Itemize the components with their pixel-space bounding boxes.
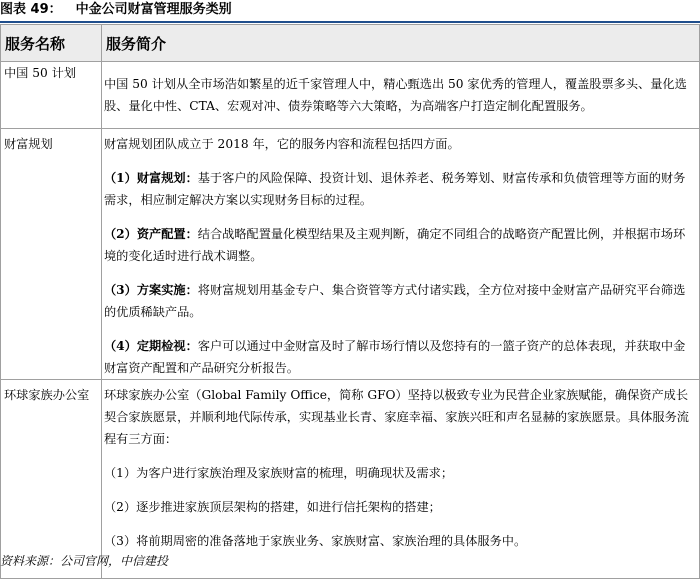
- item-label: （3）方案实施：: [104, 283, 198, 297]
- figure-number: 图表 49：: [0, 2, 62, 17]
- item-label: （1）财富规划：: [104, 171, 198, 185]
- source-note: 资料来源：公司官网，中信建投: [0, 554, 169, 568]
- paragraph: 财富规划团队成立于 2018 年，它的服务内容和流程包括四方面。: [104, 137, 460, 151]
- service-name-wealth-planning: 财富规划: [1, 129, 102, 380]
- paragraph: 环球家族办公室（Global Family Office，简称 GFO）坚持以极致专业为民营企业家族赋能，确保资产成长契合家族愿景，并顺利地代际传承，实现基业长青、家庭幸福、家族兴旺和声名显赫的家族愿景。具体服务流程有三方面：: [104, 388, 689, 446]
- table-row: [1, 129, 700, 380]
- service-intro-gfo: [102, 380, 700, 579]
- figure-title: 中金公司财富管理服务类别: [75, 2, 232, 17]
- paragraph: 中国 50 计划从全市场浩如繁星的近千家管理人中，精心甄选出 50 家优秀的管理人，覆盖股票多头、量化选股、量化中性、CTA、宏观对冲、债券策略等六大策略，为高端客户打造定制化配置服务。: [104, 77, 687, 113]
- item-text: 将财富规划用基金专户、集合资管等方式付诸实践，全方位对接中金财富产品研究平台筛选的优质稀缺产品。: [104, 283, 686, 319]
- table-row: [1, 380, 700, 579]
- service-name-gfo: 环球家族办公室: [1, 380, 102, 579]
- services-table: [0, 24, 700, 579]
- list-item: [104, 223, 697, 267]
- header-service-intro: 服务简介: [102, 25, 700, 62]
- list-item: [104, 167, 697, 211]
- item-text: 客户可以通过中金财富及时了解市场行情以及您持有的一篮子资产的总体表现，并获取中金财富资产配置和产品研究分析报告。: [104, 339, 686, 375]
- item-label: （4）定期检视：: [104, 339, 198, 353]
- item-text: 结合战略配置量化模型结果及主观判断，确定不同组合的战略资产配置比例，并根据市场环境的变化适时进行战术调整。: [104, 227, 686, 263]
- header-service-name: 服务名称: [1, 25, 102, 62]
- service-intro-china50: [102, 62, 700, 129]
- caption-rule: [0, 21, 700, 23]
- table-row: [1, 62, 700, 129]
- service-name-china50: 中国 50 计划: [1, 62, 102, 129]
- list-item: （3）将前期周密的准备落地于家族业务、家族财富、家族治理的具体服务中。: [104, 534, 527, 548]
- item-text: 基于客户的风险保障、投资计划、退休养老、税务筹划、财富传承和负债管理等方面的财务需求，相应制定解决方案以实现财务目标的过程。: [104, 171, 686, 207]
- list-item: （1）为客户进行家族治理及家族财富的梳理，明确现状及需求；: [104, 466, 454, 480]
- list-item: [104, 335, 697, 379]
- list-item: [104, 279, 697, 323]
- service-intro-wealth-planning: [102, 129, 700, 380]
- figure-caption: [0, 0, 700, 22]
- table-header-row: [1, 25, 700, 62]
- list-item: （2）逐步推进家族顶层架构的搭建，如进行信托架构的搭建；: [104, 500, 441, 514]
- item-label: （2）资产配置：: [104, 227, 198, 241]
